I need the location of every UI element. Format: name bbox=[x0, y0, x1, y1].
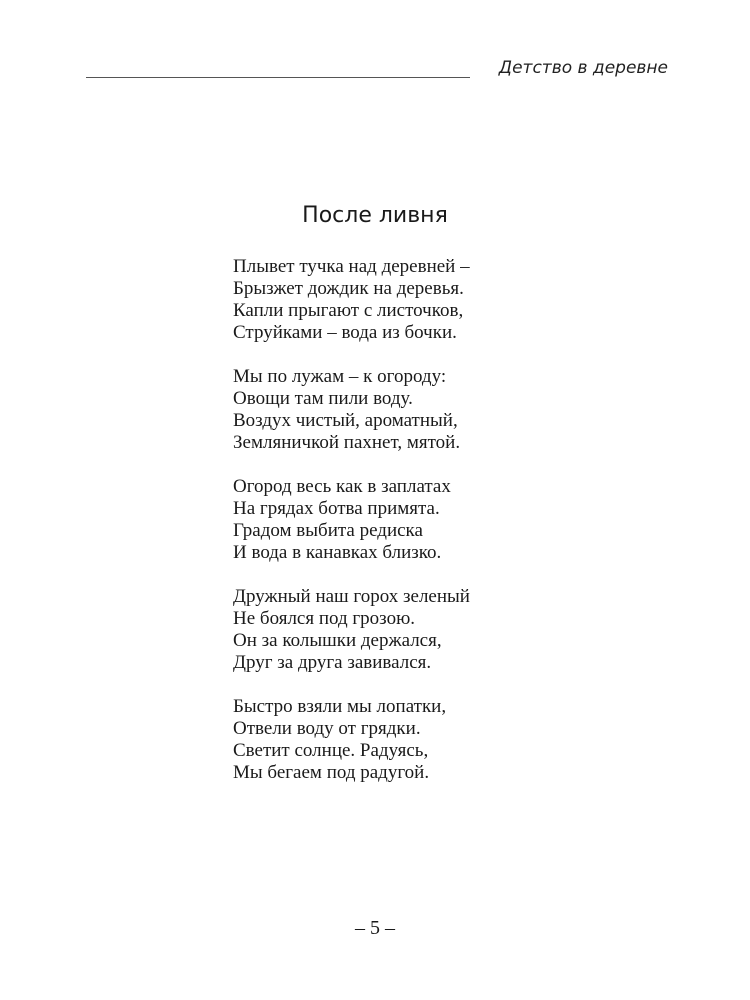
stanza-2 bbox=[233, 366, 593, 454]
stanza-4 bbox=[233, 586, 593, 674]
poem-line: Воздух чистый, ароматный, bbox=[233, 410, 458, 431]
running-title: Детство в деревне bbox=[498, 58, 668, 78]
stanza-5 bbox=[233, 696, 593, 784]
poem-line: Струйками – вода из бочки. bbox=[233, 322, 457, 343]
poem-line: Не боялся под грозою. bbox=[233, 608, 416, 629]
poem-line: Брызжет дождик на деревья. bbox=[233, 278, 464, 299]
poem-line: На грядах ботва примята. bbox=[233, 498, 440, 519]
poem-body bbox=[233, 256, 593, 806]
poem-line: Градом выбита редиска bbox=[233, 520, 423, 541]
poem-line: Земляничкой пахнет, мятой. bbox=[233, 432, 461, 453]
poem-line: Друг за друга завивался. bbox=[233, 652, 432, 673]
poem-line: Он за колышки держался, bbox=[233, 630, 442, 651]
poem-line: Дружный наш горох зеленый bbox=[233, 586, 470, 607]
header-rule bbox=[86, 77, 470, 78]
poem-line: Отвели воду от грядки. bbox=[233, 718, 421, 739]
poem-line: Мы бегаем под радугой. bbox=[233, 762, 430, 783]
stanza-3 bbox=[233, 476, 593, 564]
poem-line: Капли прыгают с листочков, bbox=[233, 300, 464, 321]
poem-line: Мы по лужам – к огороду: bbox=[233, 366, 447, 387]
poem-line: Быстро взяли мы лопатки, bbox=[233, 696, 447, 717]
stanza-1 bbox=[233, 256, 593, 344]
page-number: – 5 – bbox=[355, 917, 395, 939]
poem-line: И вода в канавках близко. bbox=[233, 542, 442, 563]
poem-line: Плывет тучка над деревней – bbox=[233, 256, 470, 277]
poem-line: Светит солнце. Радуясь, bbox=[233, 740, 429, 761]
poem-title: После ливня bbox=[302, 203, 448, 228]
poem-line: Огород весь как в заплатах bbox=[233, 476, 451, 497]
poem-line: Овощи там пили воду. bbox=[233, 388, 413, 409]
